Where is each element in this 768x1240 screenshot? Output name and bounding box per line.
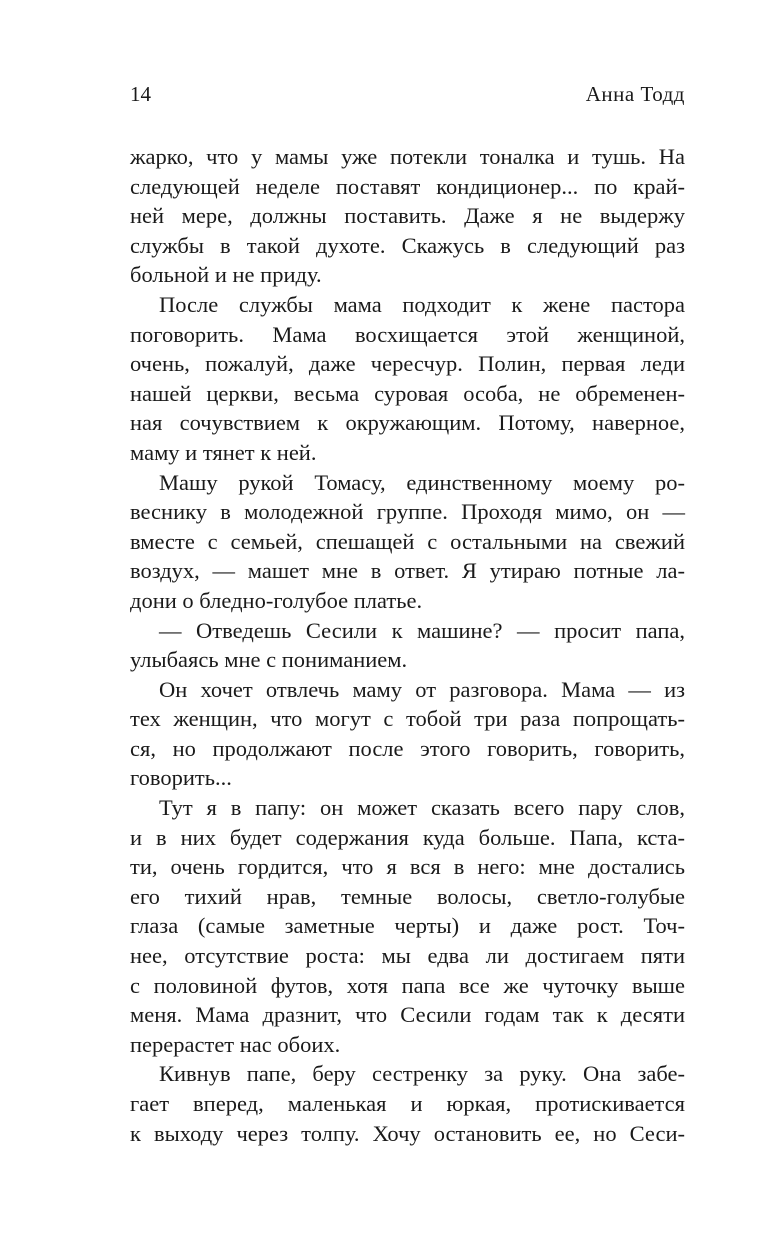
running-title: Анна Тодд (585, 82, 685, 106)
body-text (130, 142, 685, 1148)
text-line: к выходу через толпу. Хочу остановить ее, но Сеси- (130, 1120, 685, 1146)
text-line: вместе с семьей, спешащей с остальными на свежий (130, 528, 685, 554)
paragraph (130, 290, 685, 468)
text-line: его тихий нрав, темные волосы, светло-голубые (130, 883, 685, 909)
page-header (130, 82, 685, 112)
paragraph (130, 142, 685, 290)
text-line: маму и тянет к ней. (130, 439, 317, 465)
text-line: очень, пожалуй, даже чересчур. Полин, первая леди (130, 351, 685, 377)
text-line: и в них будет содержания куда больше. Папа, кста- (130, 824, 685, 850)
text-line: воздух, — машет мне в ответ. Я утираю потные ла- (130, 558, 685, 584)
paragraph (130, 793, 685, 1059)
text-line: тех женщин, что могут с тобой три раза попрощать- (130, 706, 685, 732)
text-line: ная сочувствием к окружающим. Потому, наверное, (130, 410, 685, 436)
paragraph (130, 468, 685, 616)
text-line: ти, очень гордится, что я вся в него: мне достались (130, 854, 685, 880)
text-line: — Отведешь Сесили к машине? — просит папа, (159, 617, 685, 643)
text-line: перерастет нас обоих. (130, 1031, 341, 1057)
text-line: следующей неделе поставят кондиционер... по край- (130, 173, 685, 199)
text-line: службы в такой духоте. Скажусь в следующий раз (130, 232, 685, 258)
text-line: меня. Мама дразнит, что Сесили годам так к десяти (130, 1002, 685, 1028)
text-line: улыбаясь мне с пониманием. (130, 647, 408, 673)
text-line: ней мере, должны поставить. Даже я не выдержу (130, 203, 685, 229)
text-line: нее, отсутствие роста: мы едва ли достигаем пяти (130, 943, 685, 969)
text-line: дони о бледно-голубое платье. (130, 587, 423, 613)
text-line: веснику в молодежной группе. Проходя мимо, он — (130, 499, 685, 525)
text-line: Он хочет отвлечь маму от разговора. Мама — из (159, 676, 685, 702)
text-line: Машу рукой Томасу, единственному моему ро- (159, 469, 685, 495)
text-line: ся, но продолжают после этого говорить, говорить, (130, 735, 685, 761)
text-line: поговорить. Мама восхищается этой женщиной, (130, 321, 685, 347)
text-line: гает вперед, маленькая и юркая, протискивается (130, 1091, 685, 1116)
paragraph (130, 675, 685, 793)
text-line: глаза (самые заметные черты) и даже рост. Точ- (130, 913, 685, 939)
text-line: говорить... (130, 765, 232, 791)
paragraph (130, 1059, 685, 1148)
text-line: нашей церкви, весьма суровая особа, не обременен- (130, 380, 685, 406)
text-line: Кивнув папе, беру сестренку за руку. Она забе- (159, 1061, 685, 1087)
text-line: После службы мама подходит к жене пастора (159, 291, 685, 317)
page-number: 14 (130, 82, 151, 106)
text-line: с половиной футов, хотя папа все же чуточку выше (130, 972, 685, 998)
text-line: жарко, что у мамы уже потекли тоналка и тушь. На (130, 144, 685, 169)
text-line: больной и не приду. (130, 262, 322, 288)
text-line: Тут я в папу: он может сказать всего пару слов, (159, 795, 685, 821)
paragraph (130, 616, 685, 675)
